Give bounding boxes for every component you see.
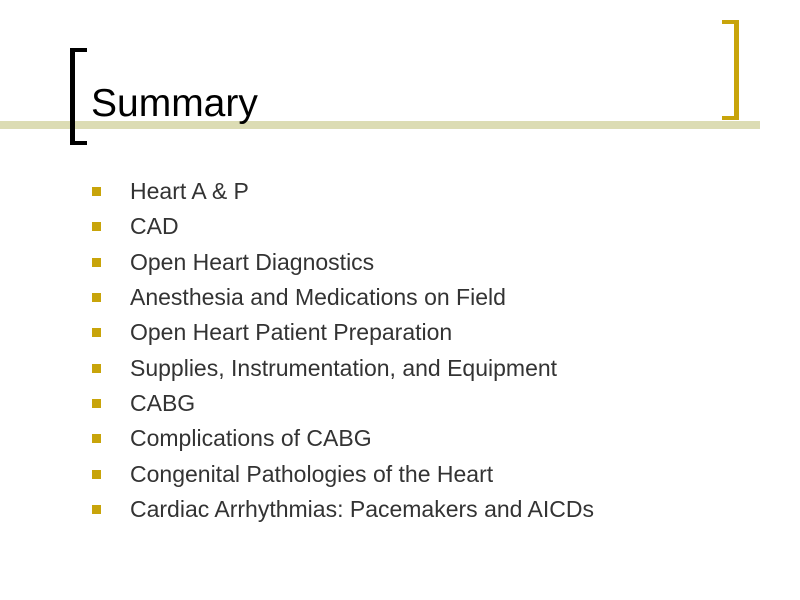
list-item	[92, 209, 594, 244]
list-item	[92, 492, 594, 527]
bullet-text: Supplies, Instrumentation, and Equipment	[130, 354, 558, 381]
list-item	[92, 280, 594, 315]
bullet-text: Complications of CABG	[130, 425, 372, 452]
square-bullet-icon	[92, 434, 101, 443]
square-bullet-icon	[92, 293, 101, 302]
list-item	[92, 315, 594, 350]
bullet-text: Congenital Pathologies of the Heart	[130, 460, 494, 487]
square-bullet-icon	[92, 222, 101, 231]
list-item	[92, 245, 594, 280]
bullet-text: Open Heart Patient Preparation	[130, 319, 453, 346]
list-item	[92, 456, 594, 491]
square-bullet-icon	[92, 328, 101, 337]
list-item	[92, 350, 594, 385]
slide-title: Summary	[91, 82, 258, 125]
square-bullet-icon	[92, 187, 101, 196]
bullet-text: Heart A & P	[130, 178, 249, 205]
right-bracket-decoration	[722, 20, 739, 120]
bullet-text: Cardiac Arrhythmias: Pacemakers and AICDs	[130, 495, 595, 522]
square-bullet-icon	[92, 505, 101, 514]
list-item	[92, 386, 594, 421]
square-bullet-icon	[92, 399, 101, 408]
bullet-text: CAD	[130, 213, 179, 240]
bullet-list	[92, 174, 594, 527]
square-bullet-icon	[92, 470, 101, 479]
bullet-text: CABG	[130, 389, 196, 416]
bullet-text: Open Heart Diagnostics	[130, 248, 375, 275]
list-item	[92, 174, 594, 209]
square-bullet-icon	[92, 258, 101, 267]
list-item	[92, 421, 594, 456]
left-bracket-decoration	[70, 48, 87, 145]
square-bullet-icon	[92, 364, 101, 373]
bullet-text: Anesthesia and Medications on Field	[130, 284, 506, 311]
